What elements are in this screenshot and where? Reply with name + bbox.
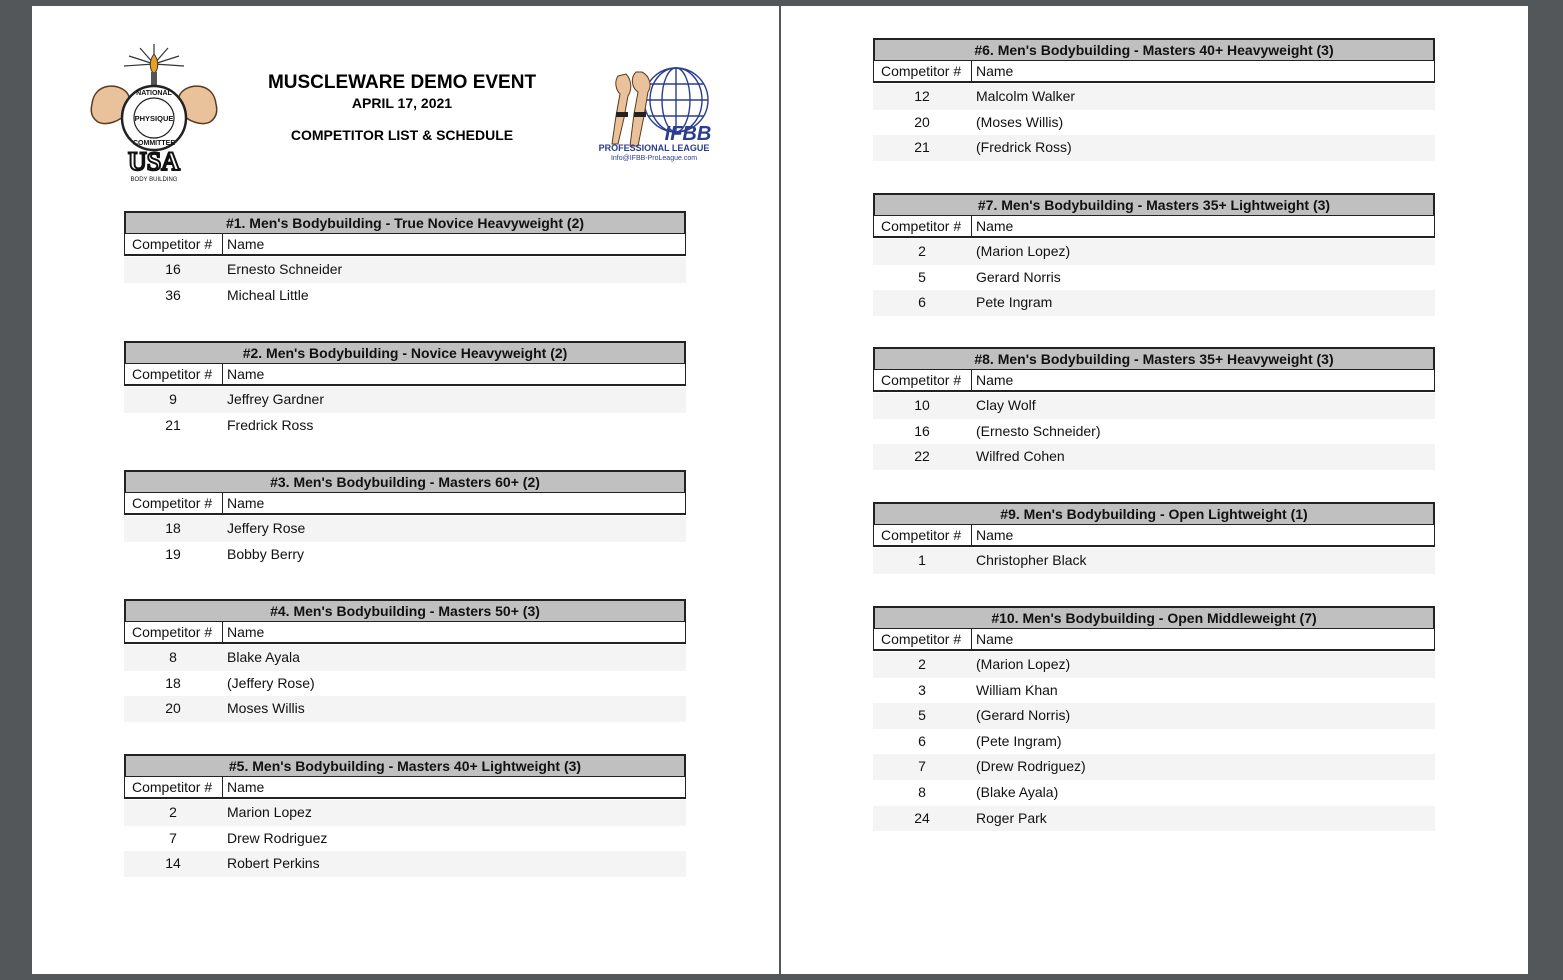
table-row bbox=[873, 84, 1435, 110]
column-header-competitor-number: Competitor # bbox=[125, 777, 223, 797]
competitor-name: Ernesto Schneider bbox=[227, 261, 343, 277]
division-title: #3. Men's Bodybuilding - Masters 60+ (2) bbox=[124, 470, 686, 493]
competitor-number: 16 bbox=[165, 261, 181, 277]
column-header-competitor-number: Competitor # bbox=[874, 370, 972, 390]
column-header-row bbox=[124, 234, 686, 256]
competitor-number: 12 bbox=[914, 88, 930, 104]
competitor-name: (Ernesto Schneider) bbox=[976, 422, 1101, 439]
table-row bbox=[124, 516, 686, 542]
column-header-row bbox=[124, 493, 686, 515]
competitor-number: 7 bbox=[918, 758, 926, 775]
column-header-competitor-number: Competitor # bbox=[125, 364, 223, 384]
table-row bbox=[124, 257, 686, 283]
column-header-competitor-number: Competitor # bbox=[874, 216, 972, 236]
table-row bbox=[873, 548, 1435, 574]
division-table bbox=[124, 211, 686, 308]
division-table bbox=[873, 38, 1435, 161]
competitor-name: (Gerard Norris) bbox=[976, 707, 1071, 724]
column-header-competitor-number: Competitor # bbox=[125, 234, 223, 254]
competitor-number: 7 bbox=[169, 829, 177, 846]
competitor-name: Fredrick Ross bbox=[227, 416, 314, 433]
column-header-row bbox=[873, 61, 1435, 83]
competitor-number: 9 bbox=[169, 391, 177, 407]
column-header-row bbox=[873, 629, 1435, 651]
table-row bbox=[124, 851, 686, 877]
competitor-number: 3 bbox=[918, 681, 926, 698]
competitor-name: (Moses Willis) bbox=[976, 113, 1064, 130]
division-title: #10. Men's Bodybuilding - Open Middleweight (7) bbox=[873, 606, 1435, 629]
competitor-name: Jeffery Rose bbox=[227, 520, 306, 536]
competitor-number: 16 bbox=[914, 422, 930, 439]
competitor-name: Christopher Black bbox=[976, 552, 1087, 568]
document-page-1 bbox=[32, 6, 779, 974]
column-header-competitor-number: Competitor # bbox=[874, 525, 972, 545]
competitor-name: (Drew Rodriguez) bbox=[976, 758, 1086, 775]
competitor-name: Bobby Berry bbox=[227, 545, 305, 562]
division-table bbox=[124, 599, 686, 722]
competitor-number: 19 bbox=[165, 545, 181, 562]
column-header-name: Name bbox=[976, 527, 1014, 543]
division-title: #9. Men's Bodybuilding - Open Lightweight (1) bbox=[873, 502, 1435, 525]
column-header-name: Name bbox=[227, 495, 265, 511]
division-title: #8. Men's Bodybuilding - Masters 35+ Heavyweight (3) bbox=[873, 347, 1435, 370]
column-header-competitor-number: Competitor # bbox=[125, 493, 223, 513]
npc-logo-text-national: NATIONAL bbox=[136, 90, 172, 97]
table-row bbox=[124, 696, 686, 722]
competitor-name: William Khan bbox=[976, 681, 1058, 698]
division-title: #1. Men's Bodybuilding - True Novice Heavyweight (2) bbox=[124, 211, 686, 234]
competitor-number: 14 bbox=[165, 855, 181, 872]
competitor-number: 1 bbox=[918, 552, 926, 568]
division-table bbox=[873, 606, 1435, 831]
competitor-name: (Marion Lopez) bbox=[976, 656, 1071, 672]
competitor-number: 21 bbox=[165, 416, 181, 433]
competitor-name: Jeffrey Gardner bbox=[227, 391, 325, 407]
table-row bbox=[873, 754, 1435, 780]
competitor-number: 6 bbox=[918, 294, 926, 311]
table-row bbox=[873, 419, 1435, 445]
table-row bbox=[873, 652, 1435, 678]
table-row bbox=[124, 283, 686, 309]
division-table bbox=[124, 754, 686, 877]
competitor-number: 20 bbox=[914, 113, 930, 130]
competitor-name: Clay Wolf bbox=[976, 397, 1036, 413]
division-title: #2. Men's Bodybuilding - Novice Heavyweight (2) bbox=[124, 341, 686, 364]
competitor-number: 22 bbox=[914, 448, 930, 465]
competitor-name: (Marion Lopez) bbox=[976, 243, 1071, 259]
column-header-competitor-number: Competitor # bbox=[125, 622, 223, 642]
table-row bbox=[873, 678, 1435, 704]
competitor-number: 2 bbox=[918, 243, 926, 259]
division-title: #5. Men's Bodybuilding - Masters 40+ Lightweight (3) bbox=[124, 754, 686, 777]
competitor-number: 6 bbox=[918, 732, 926, 749]
table-row bbox=[124, 387, 686, 413]
npc-logo-text-physique: PHYSIQUE bbox=[134, 114, 174, 123]
competitor-name: (Jeffery Rose) bbox=[227, 674, 315, 691]
ifbb-logo-text-email: Info@IFBB-ProLeague.com bbox=[610, 155, 698, 162]
table-row bbox=[124, 800, 686, 826]
table-row bbox=[873, 806, 1435, 832]
competitor-number: 18 bbox=[165, 674, 181, 691]
column-header-row bbox=[124, 364, 686, 386]
competitor-name: Gerard Norris bbox=[976, 268, 1061, 285]
division-title: #7. Men's Bodybuilding - Masters 35+ Lightweight (3) bbox=[873, 193, 1435, 216]
column-header-name: Name bbox=[976, 218, 1014, 234]
table-row bbox=[873, 780, 1435, 806]
column-header-name: Name bbox=[227, 624, 265, 640]
competitor-name: (Pete Ingram) bbox=[976, 732, 1062, 749]
table-row bbox=[873, 729, 1435, 755]
npc-logo-text-committee: COMMITTEE bbox=[133, 140, 175, 147]
competitor-number: 10 bbox=[914, 397, 930, 413]
ifbb-logo-text-sub: PROFESSIONAL LEAGUE bbox=[598, 143, 710, 153]
table-row bbox=[124, 542, 686, 568]
competitor-number: 5 bbox=[918, 268, 926, 285]
npc-logo bbox=[84, 42, 224, 182]
competitor-number: 24 bbox=[914, 809, 930, 826]
competitor-number: 8 bbox=[918, 783, 926, 800]
competitor-name: Robert Perkins bbox=[227, 855, 320, 872]
column-header-name: Name bbox=[976, 372, 1014, 388]
competitor-name: (Fredrick Ross) bbox=[976, 139, 1072, 156]
competitor-number: 2 bbox=[918, 656, 926, 672]
table-row bbox=[124, 826, 686, 852]
event-date: APRIL 17, 2021 bbox=[351, 95, 453, 111]
document-subtitle: COMPETITOR LIST & SCHEDULE bbox=[290, 127, 514, 143]
competitor-number: 5 bbox=[918, 707, 926, 724]
competitor-number: 18 bbox=[165, 520, 181, 536]
competitor-name: Malcolm Walker bbox=[976, 88, 1076, 104]
competitor-name: Pete Ingram bbox=[976, 294, 1053, 311]
document-page-2 bbox=[781, 6, 1528, 974]
table-row bbox=[873, 703, 1435, 729]
column-header-competitor-number: Competitor # bbox=[874, 629, 972, 649]
column-header-row bbox=[124, 622, 686, 644]
division-table bbox=[124, 341, 686, 438]
table-row bbox=[124, 671, 686, 697]
table-row bbox=[873, 110, 1435, 136]
ifbb-logo bbox=[588, 56, 728, 162]
competitor-number: 36 bbox=[165, 286, 181, 303]
table-row bbox=[124, 413, 686, 439]
competitor-name: (Blake Ayala) bbox=[976, 783, 1059, 800]
column-header-row bbox=[873, 370, 1435, 392]
competitor-number: 2 bbox=[169, 804, 177, 820]
division-table bbox=[124, 470, 686, 567]
competitor-name: Wilfred Cohen bbox=[976, 448, 1065, 465]
column-header-competitor-number: Competitor # bbox=[874, 61, 972, 81]
ifbb-logo-text-main: IFBB bbox=[664, 123, 712, 145]
event-title: MUSCLEWARE DEMO EVENT bbox=[267, 72, 537, 93]
column-header-name: Name bbox=[227, 366, 265, 382]
division-table bbox=[873, 347, 1435, 470]
column-header-name: Name bbox=[227, 779, 265, 795]
competitor-number: 8 bbox=[169, 649, 177, 665]
table-row bbox=[124, 645, 686, 671]
table-row bbox=[873, 239, 1435, 265]
npc-logo-text-bodybuilding: BODY BUILDING bbox=[130, 177, 178, 182]
table-row bbox=[873, 444, 1435, 470]
table-row bbox=[873, 265, 1435, 291]
table-row bbox=[873, 135, 1435, 161]
column-header-name: Name bbox=[976, 631, 1014, 647]
table-row bbox=[873, 393, 1435, 419]
column-header-row bbox=[124, 777, 686, 799]
npc-logo-text-usa: USA bbox=[127, 147, 181, 176]
column-header-row bbox=[873, 216, 1435, 238]
competitor-name: Roger Park bbox=[976, 809, 1047, 826]
competitor-name: Blake Ayala bbox=[227, 649, 300, 665]
competitor-name: Marion Lopez bbox=[227, 804, 312, 820]
competitor-name: Drew Rodriguez bbox=[227, 829, 328, 846]
column-header-row bbox=[873, 525, 1435, 547]
division-title: #4. Men's Bodybuilding - Masters 50+ (3) bbox=[124, 599, 686, 622]
division-title: #6. Men's Bodybuilding - Masters 40+ Heavyweight (3) bbox=[873, 38, 1435, 61]
table-row bbox=[873, 290, 1435, 316]
column-header-name: Name bbox=[976, 63, 1014, 79]
division-table bbox=[873, 193, 1435, 316]
competitor-number: 21 bbox=[914, 139, 930, 156]
competitor-name: Micheal Little bbox=[227, 286, 309, 303]
division-table bbox=[873, 502, 1435, 574]
competitor-name: Moses Willis bbox=[227, 700, 305, 717]
column-header-name: Name bbox=[227, 236, 265, 252]
competitor-number: 20 bbox=[165, 700, 181, 717]
